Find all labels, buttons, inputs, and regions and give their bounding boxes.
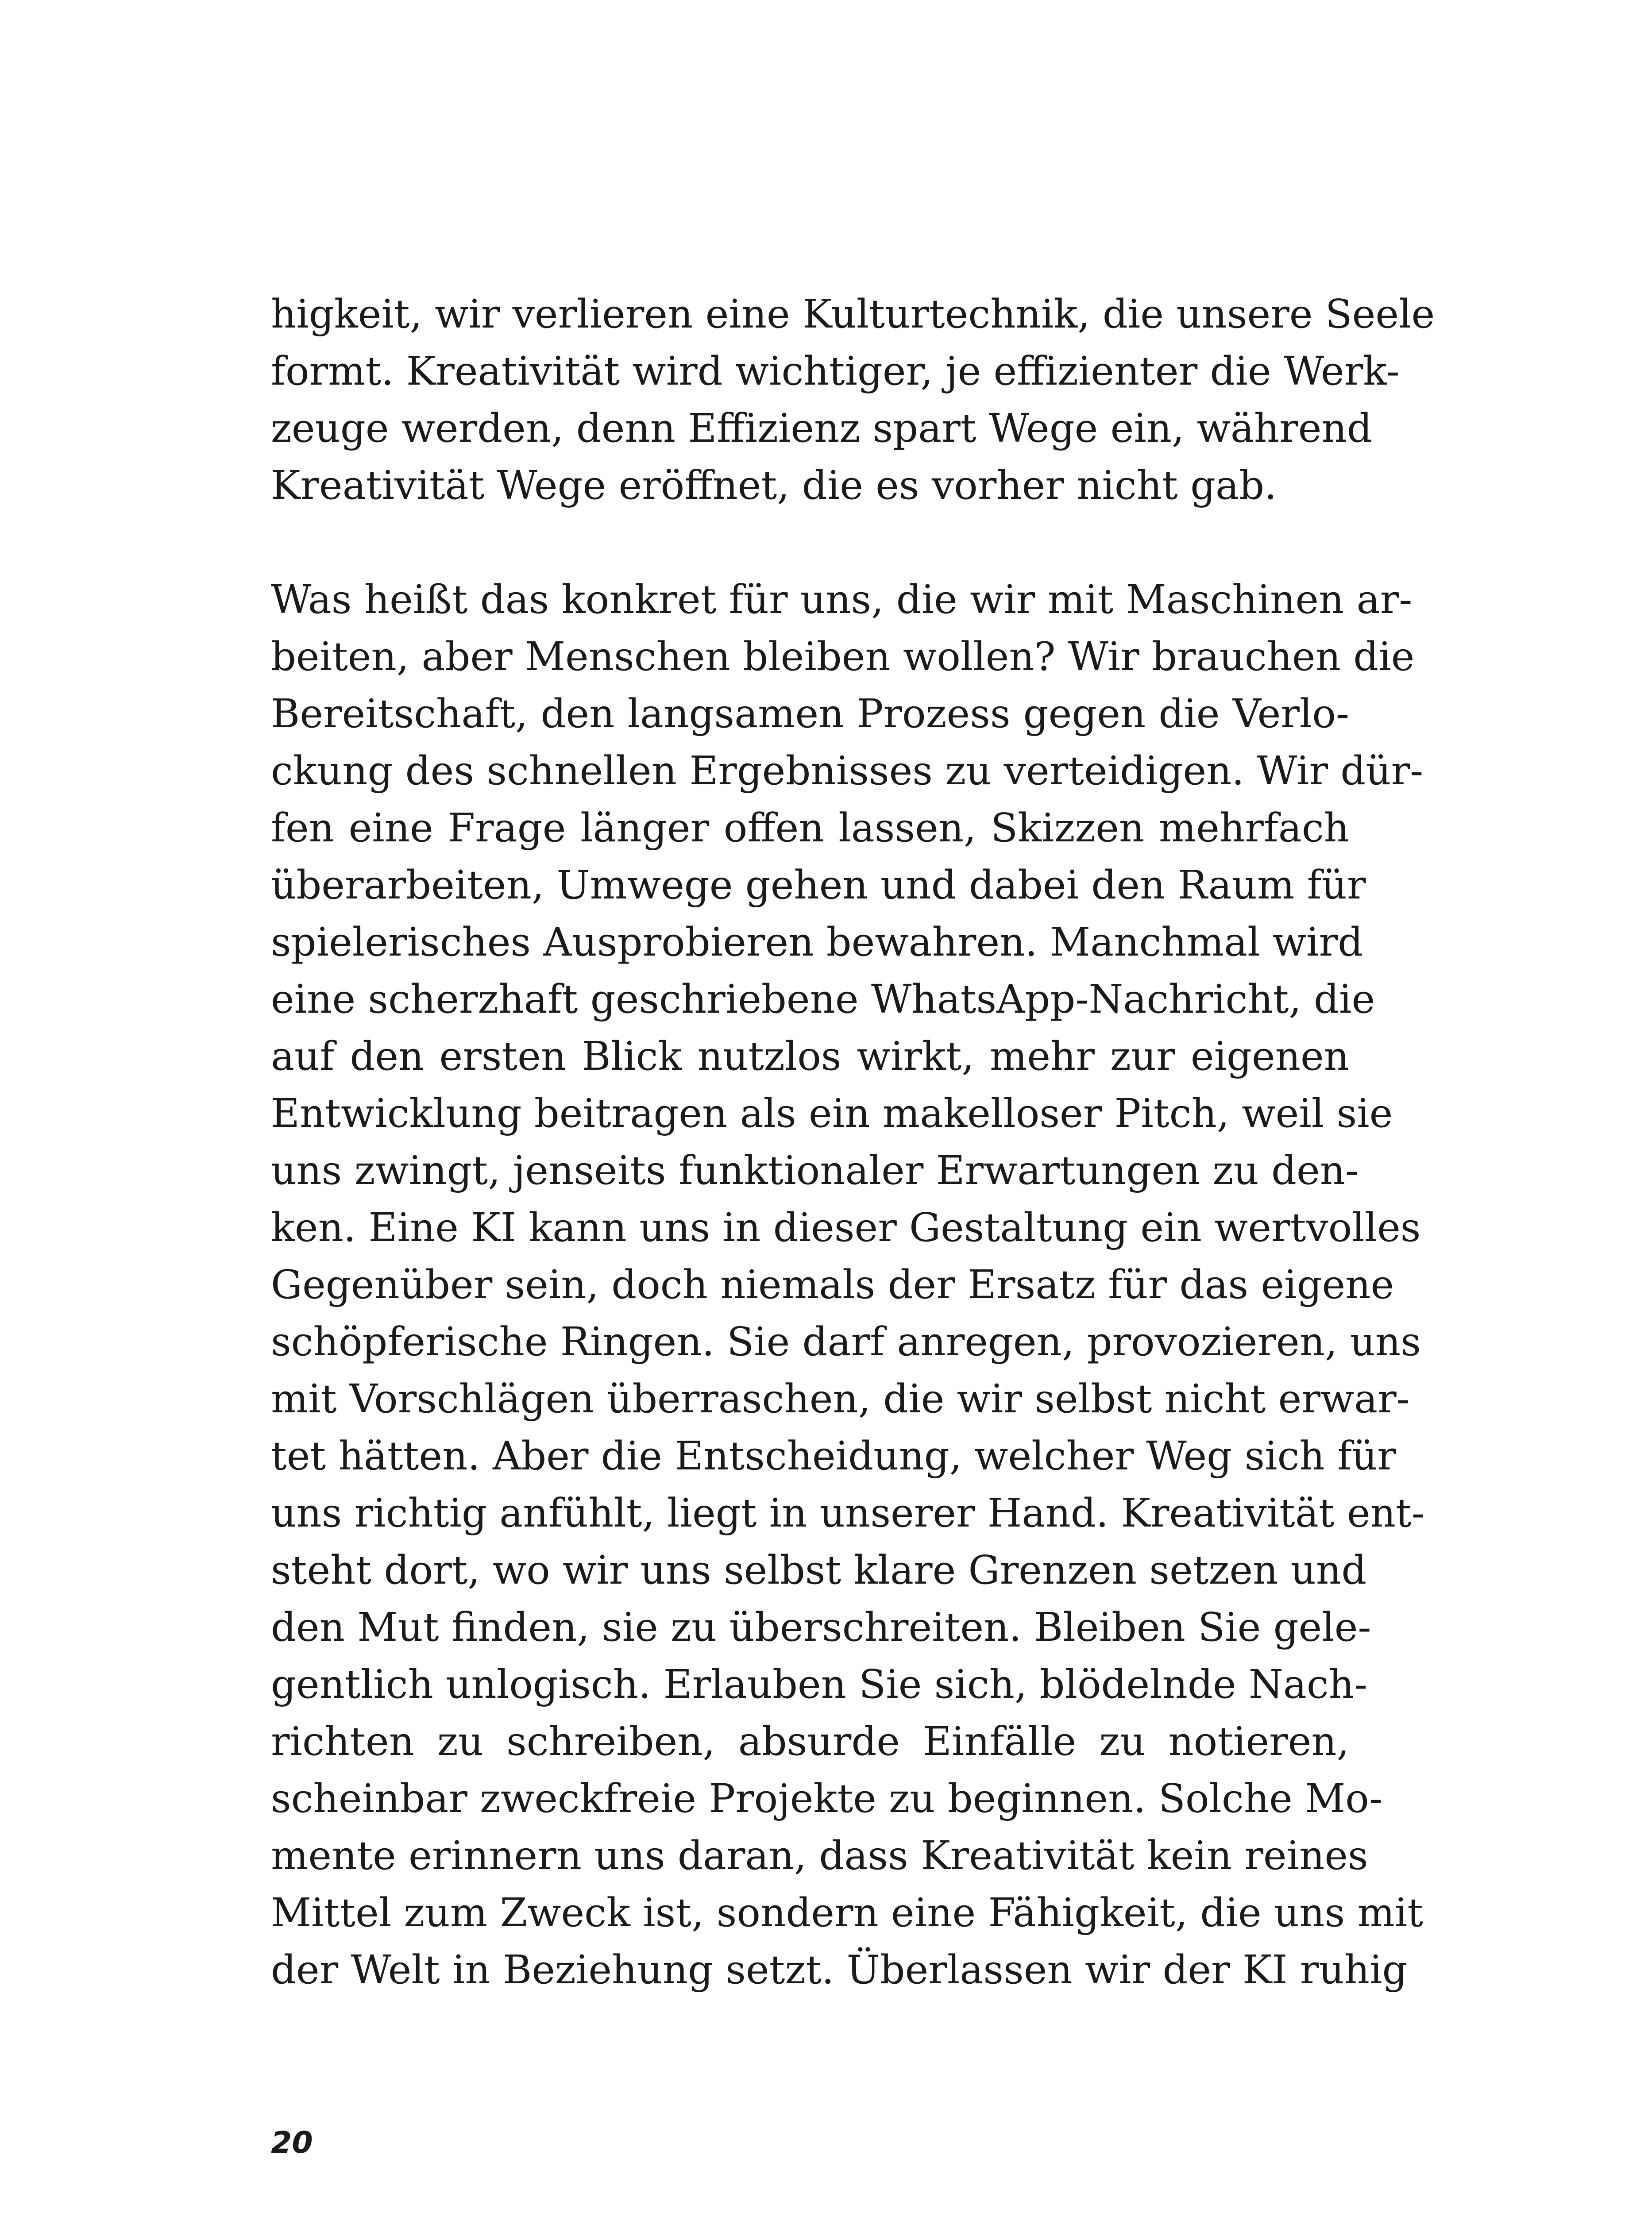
text-line: uns richtig anfühlt, liegt in unserer Hand. Kreativität ent- — [271, 1490, 1425, 1536]
text-line: uns zwingt, jenseits funktionaler Erwartungen zu den- — [271, 1147, 1359, 1193]
text-line: formt. Kreativität wird wichtiger, je effizienter die Werk- — [271, 348, 1400, 394]
paragraph-1 — [271, 285, 1435, 514]
text-line: Entwicklung beitragen als ein makelloser Pitch, weil sie — [271, 1090, 1393, 1136]
text-line: beiten, aber Menschen bleiben wollen? Wir brauchen die — [271, 633, 1415, 679]
text-line: auf den ersten Blick nutzlos wirkt, mehr zur eigenen — [271, 1033, 1349, 1079]
text-line: higkeit, wir verlieren eine Kulturtechnik, die unsere Seele — [271, 291, 1435, 337]
text-line: Kreativität Wege eröffnet, die es vorher nicht gab. — [271, 462, 1277, 508]
page-number: 20 — [271, 2125, 313, 2160]
text-line: spielerisches Ausprobieren bewahren. Manchmal wird — [271, 919, 1363, 965]
text-line: Bereitschaft, den langsamen Prozess gegen die Verlo- — [271, 690, 1349, 736]
text-line: tet hätten. Aber die Entscheidung, welcher Weg sich für — [271, 1433, 1396, 1479]
text-line: Mittel zum Zweck ist, sondern eine Fähigkeit, die uns mit — [271, 1889, 1424, 1935]
text-line: schöpferische Ringen. Sie darf anregen, provozieren, uns — [271, 1319, 1421, 1365]
text-line: Was heißt das konkret für uns, die wir mit Maschinen ar- — [271, 576, 1413, 622]
text-line: mente erinnern uns daran, dass Kreativität kein reines — [271, 1832, 1368, 1878]
text-line: zeuge werden, denn Effizienz spart Wege ein, während — [271, 405, 1372, 451]
text-line: scheinbar zweckfreie Projekte zu beginnen. Solche Mo- — [271, 1775, 1382, 1821]
text-line: eine scherzhaft geschriebene WhatsApp-Nachricht, die — [271, 976, 1375, 1022]
text-line: ckung des schnellen Ergebnisses zu verteidigen. Wir dür- — [271, 748, 1424, 794]
text-line: Gegenüber sein, doch niemals der Ersatz für das eigene — [271, 1261, 1394, 1307]
text-line: überarbeiten, Umwege gehen und dabei den Raum für — [271, 862, 1366, 908]
paragraph-2 — [271, 571, 1425, 1998]
text-line: steht dort, wo wir uns selbst klare Grenzen setzen und — [271, 1547, 1367, 1593]
text-line: den Mut finden, sie zu überschreiten. Bleiben Sie gele- — [271, 1604, 1371, 1650]
text-line: gentlich unlogisch. Erlauben Sie sich, blödelnde Nach- — [271, 1661, 1368, 1707]
text-line: richten zu schreiben, absurde Einfälle zu notieren, — [271, 1718, 1349, 1764]
text-line: fen eine Frage länger offen lassen, Skizzen mehrfach — [271, 805, 1349, 851]
text-line: der Welt in Beziehung setzt. Überlassen wir der KI ruhig — [271, 1947, 1408, 1993]
text-line: mit Vorschlägen überraschen, die wir selbst nicht erwar- — [271, 1376, 1410, 1422]
text-line: ken. Eine KI kann uns in dieser Gestaltung ein wertvolles — [271, 1204, 1421, 1250]
